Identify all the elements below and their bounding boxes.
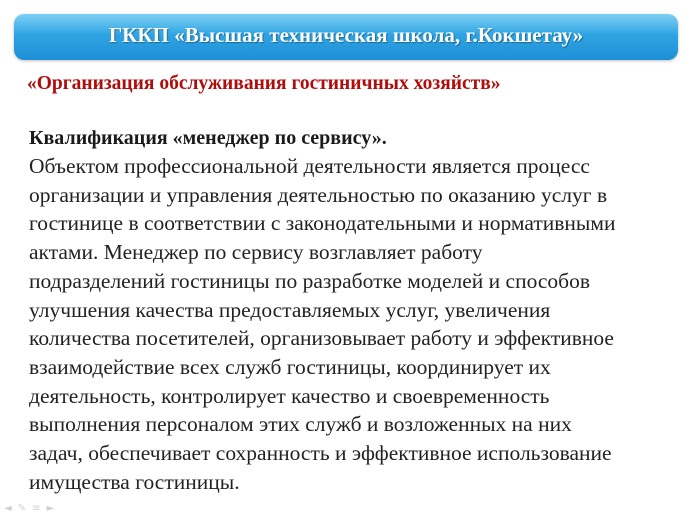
paragraph-line: задач, обеспечивает сохранность и эффективное использование — [29, 441, 612, 466]
paragraph-line: Объектом профессиональной деятельности является процесс — [29, 154, 590, 178]
paragraph-line: подразделений гостиницы по разработке моделей и способов — [29, 268, 591, 293]
paragraph-line: деятельность, контролирует качество и своевременность — [29, 383, 550, 408]
paragraph-line: гостинице в соответствии с законодательными и нормативными — [29, 211, 616, 236]
previous-arrow-icon[interactable]: ◄ — [4, 503, 12, 514]
qualification-heading: Квалификация «менеджер по сервису». — [29, 127, 387, 149]
slide-nav-controls — [4, 503, 54, 514]
paragraph-line: количества посетителей, организовывает работу и эффективное — [29, 326, 614, 351]
paragraph-line: взаимодействие всех служб гостиницы, координирует их — [29, 354, 551, 379]
slide-title: ГККП «Высшая техническая школа, г.Кокшетау» — [108, 23, 584, 47]
title-banner — [14, 14, 678, 60]
paragraph-line: выполнения персоналом этих служб и возложенных на них — [29, 412, 572, 437]
paragraph-line: актами. Менеджер по сервису возглавляет работу — [29, 240, 483, 265]
paragraph-line: организации и управления деятельностью по оказанию услуг в — [29, 182, 608, 207]
paragraph-line: улучшения качества предоставляемых услуг, увеличения — [29, 297, 551, 322]
slide-body — [29, 124, 669, 496]
paragraph-line: имущества гостиницы. — [29, 469, 240, 494]
pen-icon[interactable]: ✎ — [17, 503, 27, 514]
menu-icon[interactable]: ≡ — [32, 503, 41, 514]
slide-subtitle: «Организация обслуживания гостиничных хозяйств» — [27, 73, 501, 94]
next-arrow-icon[interactable]: ► — [46, 503, 55, 514]
